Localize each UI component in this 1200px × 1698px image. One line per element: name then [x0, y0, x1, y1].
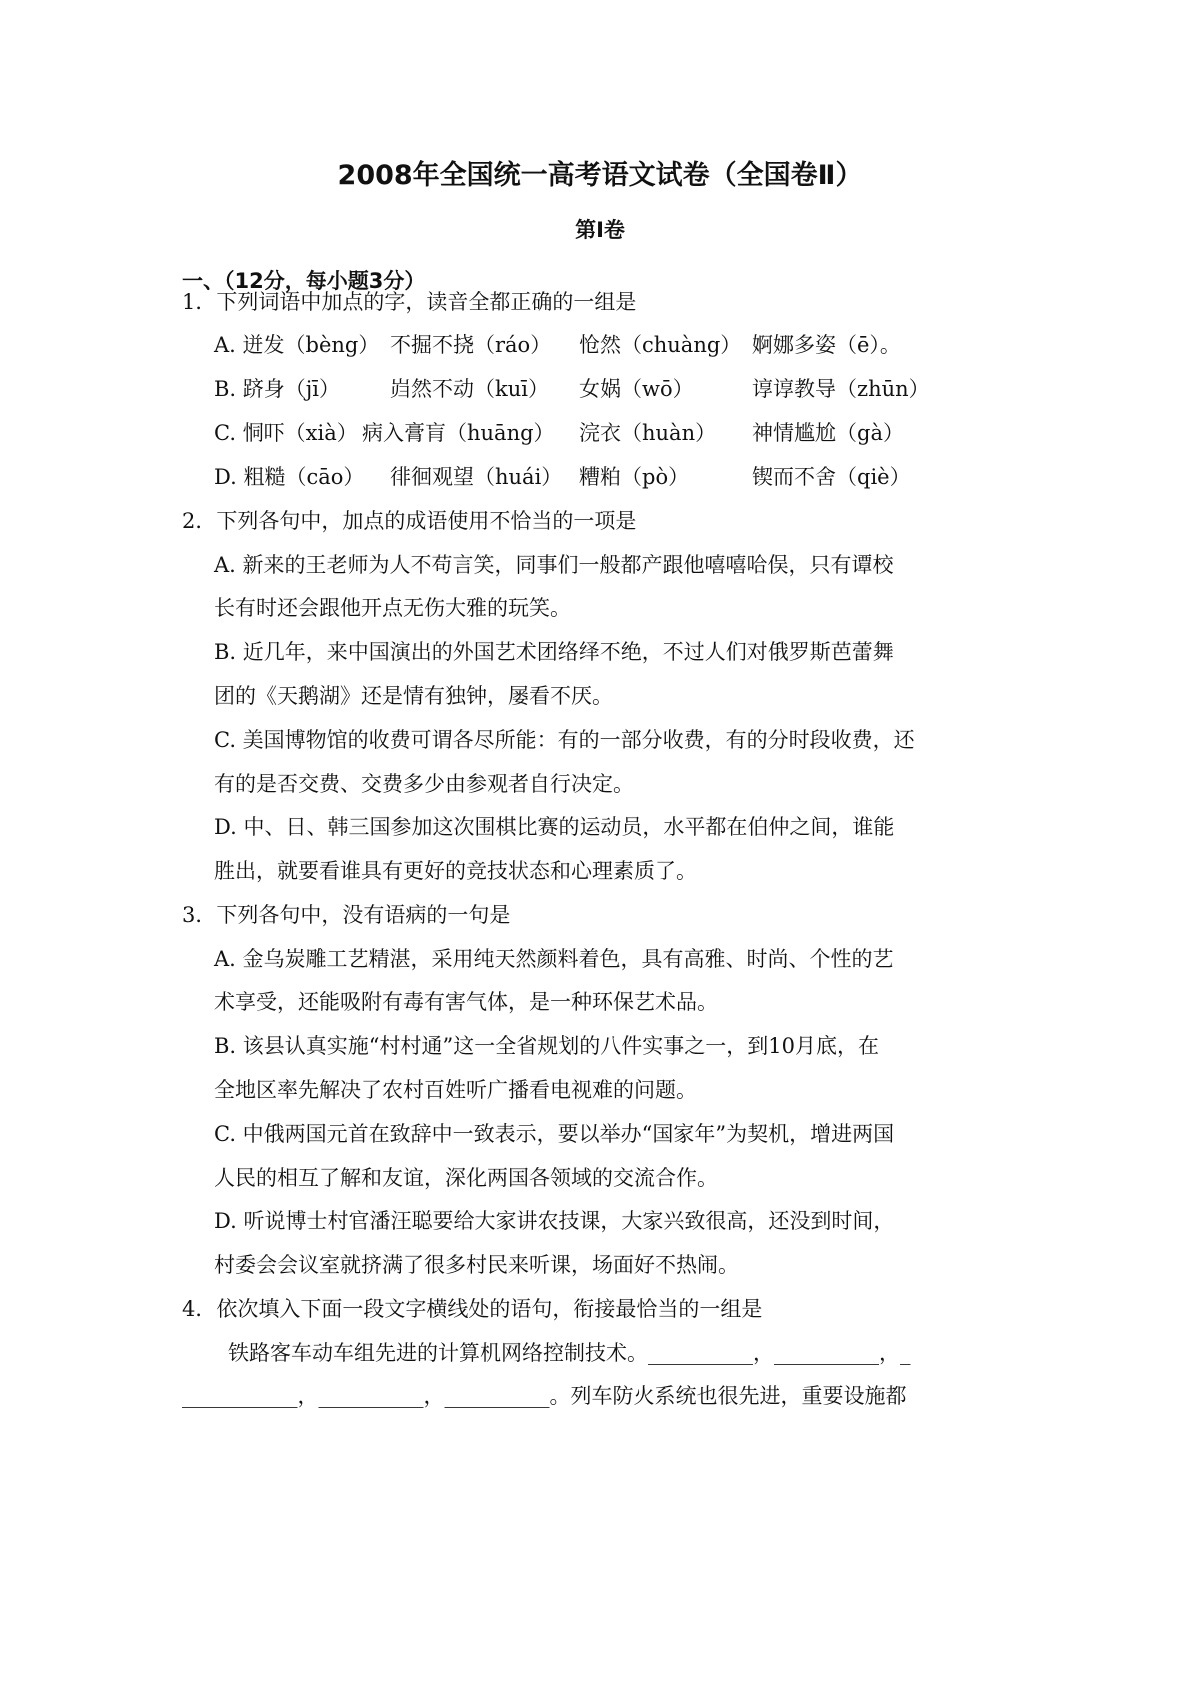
volume-heading: 第Ⅰ卷 — [575, 218, 625, 242]
section-heading: 一、（12分，每小题3分） — [182, 269, 426, 293]
option-cell: 谆谆教导（zhūn） — [752, 377, 930, 401]
option-cell: 怆然（chuàng） — [579, 333, 742, 357]
option-cell: B. 跻身（jī） — [214, 377, 341, 401]
option-cell: A. 迸发（bèng） — [214, 333, 380, 357]
option-cell: 锲而不舍（qiè） — [752, 465, 911, 489]
option-cell: 不掘不挠（ráo） — [390, 333, 552, 357]
question-2-option-c-cont: 有的是否交费、交费多少由参观者自行决定。 — [214, 772, 634, 796]
question-4-passage-line: 铁路客车动车组先进的计算机网络控制技术。__________，__________，_ — [228, 1341, 911, 1365]
question-3-option-c: C. 中俄两国元首在致辞中一致表示，要以举办“国家年”为契机，增进两国 — [214, 1122, 895, 1146]
option-cell: D. 粗糙（cāo） — [214, 465, 365, 489]
question-3-option-d-cont: 村委会会议室就挤满了很多村民来听课，场面好不热闹。 — [214, 1253, 739, 1277]
question-2-option-d-cont: 胜出，就要看谁具有更好的竞技状态和心理素质了。 — [214, 859, 697, 883]
option-cell: 病入膏肓（huāng） — [362, 421, 555, 445]
option-cell: 徘徊观望（huái） — [390, 465, 563, 489]
question-3-option-b: B. 该县认真实施“村村通”这一全省规划的八件实事之一，到10月底，在 — [214, 1034, 879, 1058]
option-cell: 神情尴尬（gà） — [752, 421, 904, 445]
page-title: 2008年全国统一高考语文试卷（全国卷Ⅱ） — [337, 160, 863, 191]
question-2-option-b: B. 近几年，来中国演出的外国艺术团络绎不绝，不过人们对俄罗斯芭蕾舞 — [214, 640, 894, 664]
option-cell: 女娲（wō） — [579, 377, 694, 401]
question-4-passage-line: ___________，__________，__________。列车防火系统也很先进，重要设施都 — [182, 1384, 907, 1408]
question-2-option-c: C. 美国博物馆的收费可谓各尽所能：有的一部分收费，有的分时段收费，还 — [214, 728, 915, 752]
option-cell: 糟粕（pò） — [579, 465, 690, 489]
option-cell: 浣衣（huàn） — [579, 421, 717, 445]
question-2-option-a-cont: 长有时还会跟他开点无伤大雅的玩笑。 — [214, 596, 571, 620]
question-3-option-d: D. 听说博士村官潘汪聪要给大家讲农技课，大家兴致很高，还没到时间， — [214, 1209, 895, 1233]
question-2-option-b-cont: 团的《天鹅湖》还是情有独钟，屡看不厌。 — [214, 684, 613, 708]
question-1-stem: 1．下列词语中加点的字，读音全都正确的一组是 — [182, 290, 637, 314]
question-3-stem: 3．下列各句中，没有语病的一句是 — [182, 903, 511, 927]
option-cell: C. 恫吓（xià） — [214, 421, 358, 445]
question-3-option-b-cont: 全地区率先解决了农村百姓听广播看电视难的问题。 — [214, 1078, 697, 1102]
question-2-stem: 2．下列各句中，加点的成语使用不恰当的一项是 — [182, 509, 637, 533]
question-2-option-d: D. 中、日、韩三国参加这次围棋比赛的运动员，水平都在伯仲之间，谁能 — [214, 815, 895, 839]
question-3-option-c-cont: 人民的相互了解和友谊，深化两国各领域的交流合作。 — [214, 1166, 718, 1190]
question-3-option-a-cont: 术享受，还能吸附有毒有害气体，是一种环保艺术品。 — [214, 990, 718, 1014]
option-cell: 婀娜多姿（ē）。 — [752, 333, 901, 357]
question-3-option-a: A. 金乌炭雕工艺精湛，采用纯天然颜料着色，具有高雅、时尚、个性的艺 — [214, 947, 894, 971]
option-cell: 岿然不动（kuī） — [390, 377, 549, 401]
question-4-stem: 4．依次填入下面一段文字横线处的语句，衔接最恰当的一组是 — [182, 1297, 763, 1321]
question-2-option-a: A. 新来的王老师为人不苟言笑，同事们一般都产跟他嘻嘻哈俣，只有谭校 — [214, 553, 894, 577]
